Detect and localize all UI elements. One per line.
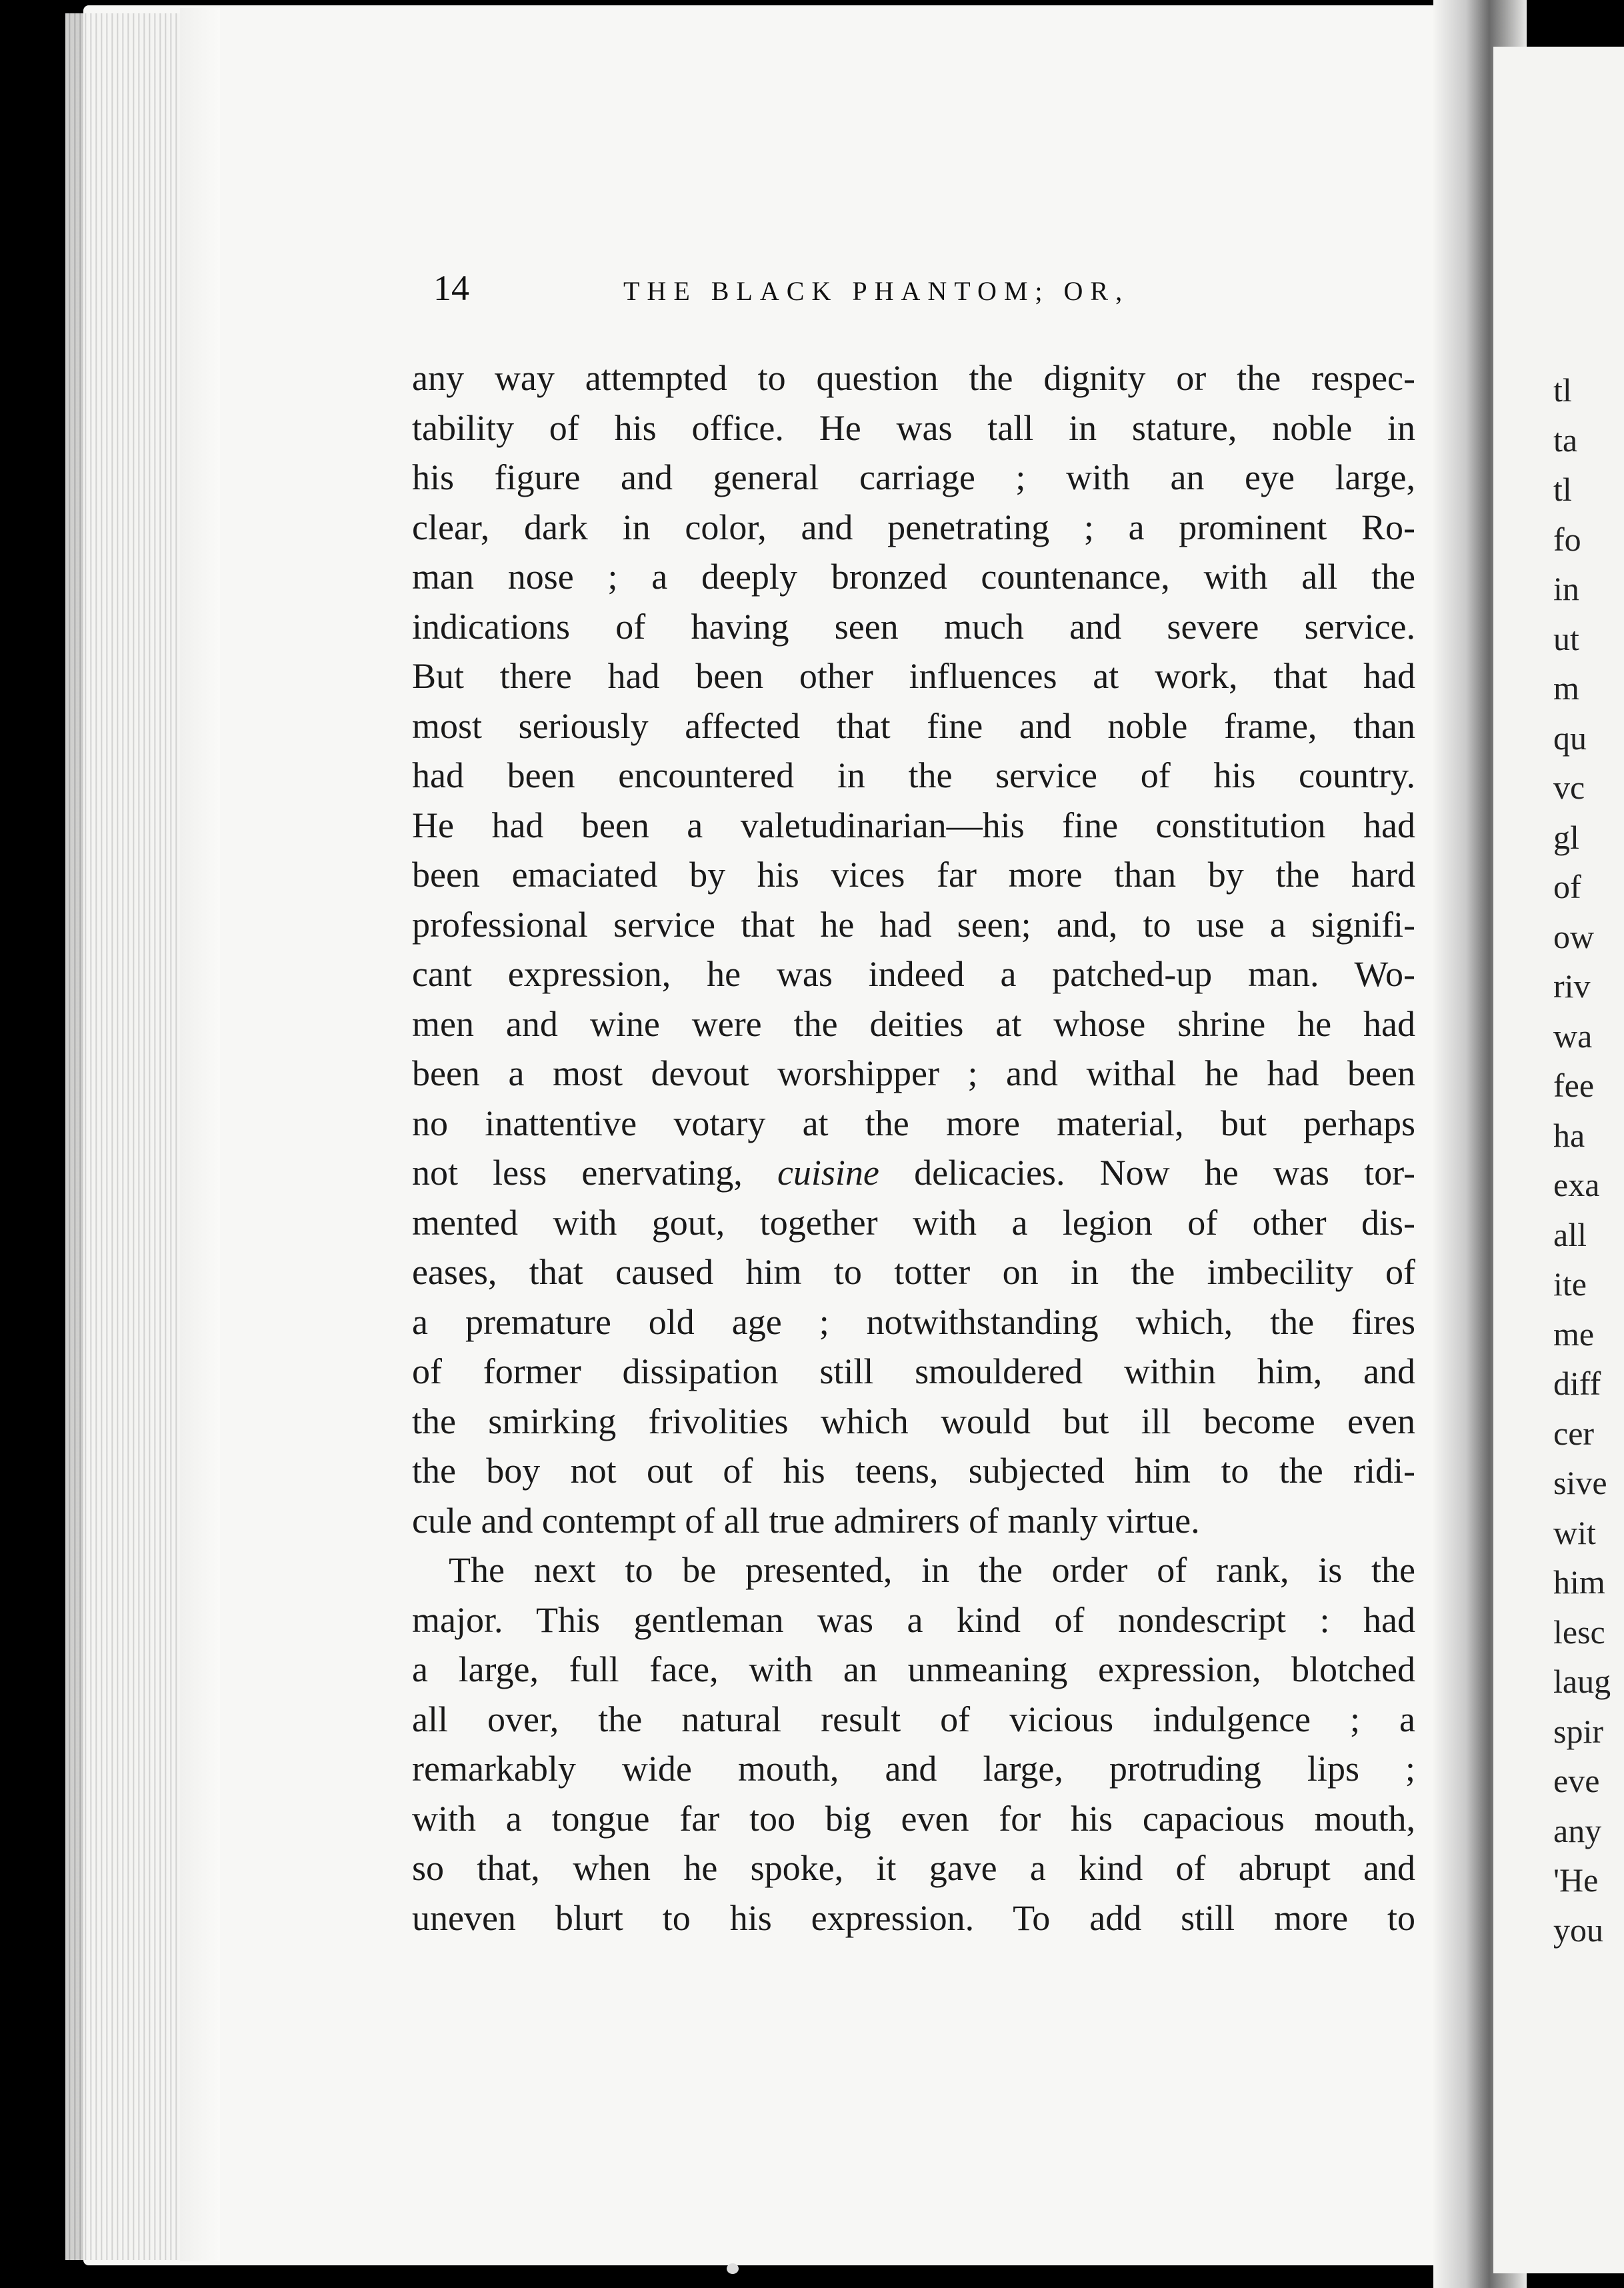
scan-speck (727, 2263, 739, 2274)
text-line: any way attempted to question the dignity or the respec- (412, 358, 1415, 398)
fragment-line: him (1553, 1563, 1605, 1601)
fragment-line: all (1553, 1215, 1587, 1253)
fragment-line: riv (1553, 967, 1591, 1005)
fragment-line: cer (1553, 1414, 1595, 1452)
text-line: He had been a valetudinarian—his fine constitution had (412, 805, 1415, 845)
text-line: eases, that caused him to totter on in the imbecility of (412, 1252, 1415, 1292)
fragment-line: sive (1553, 1464, 1607, 1501)
body-text (412, 353, 1415, 1943)
text-fragment: not less enervating, (412, 1153, 777, 1193)
text-line: remarkably wide mouth, and large, protruding lips ; (412, 1749, 1415, 1789)
fragment-line: in (1553, 570, 1579, 607)
text-line: all over, the natural result of vicious indulgence ; a (412, 1699, 1415, 1739)
text-line: uneven blurt to his expression. To add still more to (412, 1897, 1415, 1938)
text-line: men and wine were the deities at whose shrine he had (412, 1003, 1415, 1044)
page-edge-shade (180, 8, 220, 2261)
text-line: major. This gentleman was a kind of nondescript : had (412, 1599, 1415, 1640)
text-line: most seriously affected that fine and noble frame, than (412, 705, 1415, 746)
fragment-line: diff (1553, 1365, 1601, 1402)
fragment-line: fee (1553, 1067, 1595, 1104)
fragment-line: gl (1553, 818, 1579, 856)
text-line: a premature old age ; notwithstanding which, the fires (412, 1301, 1415, 1342)
text-line: his figure and general carriage ; with an eye large, (412, 457, 1415, 497)
text-line: the smirking frivolities which would but ill become even (412, 1401, 1415, 1441)
fragment-line: ite (1553, 1265, 1587, 1303)
page-edges (65, 13, 199, 2260)
fragment-line: any (1553, 1811, 1602, 1849)
fragment-line: ut (1553, 619, 1579, 657)
text-line: been emaciated by his vices far more than by the hard (412, 855, 1415, 895)
right-page-text-fragments (1553, 365, 1624, 1955)
fragment-line: me (1553, 1315, 1595, 1353)
fragment-line: eve (1553, 1762, 1600, 1799)
paragraph-start-line: The next to be presented, in the order of rank, is the (449, 1550, 1415, 1590)
text-line: been a most devout worshipper ; and withal he had been (412, 1053, 1415, 1093)
text-fragment: delicacies. Now he was tor- (879, 1153, 1415, 1193)
text-line: cule and contempt of all true admirers of manly virtue. (412, 1500, 1200, 1541)
fragment-line: you (1553, 1911, 1603, 1949)
running-head: THE BLACK PHANTOM; OR, (623, 276, 1130, 306)
fragment-line: qu (1553, 719, 1587, 757)
text-line: But there had been other influences at work, that had (412, 656, 1415, 696)
text-line: so that, when he spoke, it gave a kind of abrupt and (412, 1848, 1415, 1888)
fragment-line: of (1553, 868, 1581, 905)
text-line: indications of having seen much and severe service. (412, 606, 1415, 647)
text-line: clear, dark in color, and penetrating ; a prominent Ro- (412, 507, 1415, 547)
italic-word: cuisine (777, 1153, 879, 1193)
fragment-line: ow (1553, 917, 1595, 955)
fragment-line: ta (1553, 421, 1578, 459)
text-line: of former dissipation still smouldered within him, and (412, 1351, 1415, 1391)
fragment-line: vc (1553, 769, 1585, 806)
fragment-line: ha (1553, 1116, 1585, 1154)
fragment-line: lesc (1553, 1613, 1605, 1651)
fragment-line: fo (1553, 520, 1581, 558)
text-line: no inattentive votary at the more material, but perhaps (412, 1103, 1415, 1143)
text-line: cant expression, he was indeed a patched-up man. Wo- (412, 954, 1415, 994)
text-line: a large, full face, with an unmeaning expression, blotched (412, 1649, 1415, 1689)
text-line: the boy not out of his teens, subjected him to the ridi- (412, 1451, 1415, 1491)
text-line: with a tongue far too big even for his capacious mouth, (412, 1798, 1415, 1839)
fragment-line: wa (1553, 1017, 1593, 1055)
text-line: tability of his office. He was tall in stature, noble in (412, 407, 1415, 448)
fragment-line: spir (1553, 1712, 1603, 1750)
page-number: 14 (433, 268, 469, 308)
text-line: professional service that he had seen; and, to use a signifi- (412, 904, 1415, 945)
text-line: mented with gout, together with a legion of other dis- (412, 1202, 1415, 1243)
fragment-line: m (1553, 669, 1579, 707)
text-line: had been encountered in the service of his country. (412, 755, 1415, 795)
fragment-line: tl (1553, 371, 1572, 409)
fragment-line: 'He (1553, 1861, 1599, 1899)
text-line-with-italic (412, 1148, 1415, 1198)
text-line: man nose ; a deeply bronzed countenance, with all the (412, 557, 1415, 597)
fragment-line: tl (1553, 471, 1572, 508)
fragment-line: laug (1553, 1663, 1611, 1700)
fragment-line: exa (1553, 1166, 1600, 1203)
page-header (433, 268, 1273, 315)
fragment-line: wit (1553, 1513, 1596, 1551)
